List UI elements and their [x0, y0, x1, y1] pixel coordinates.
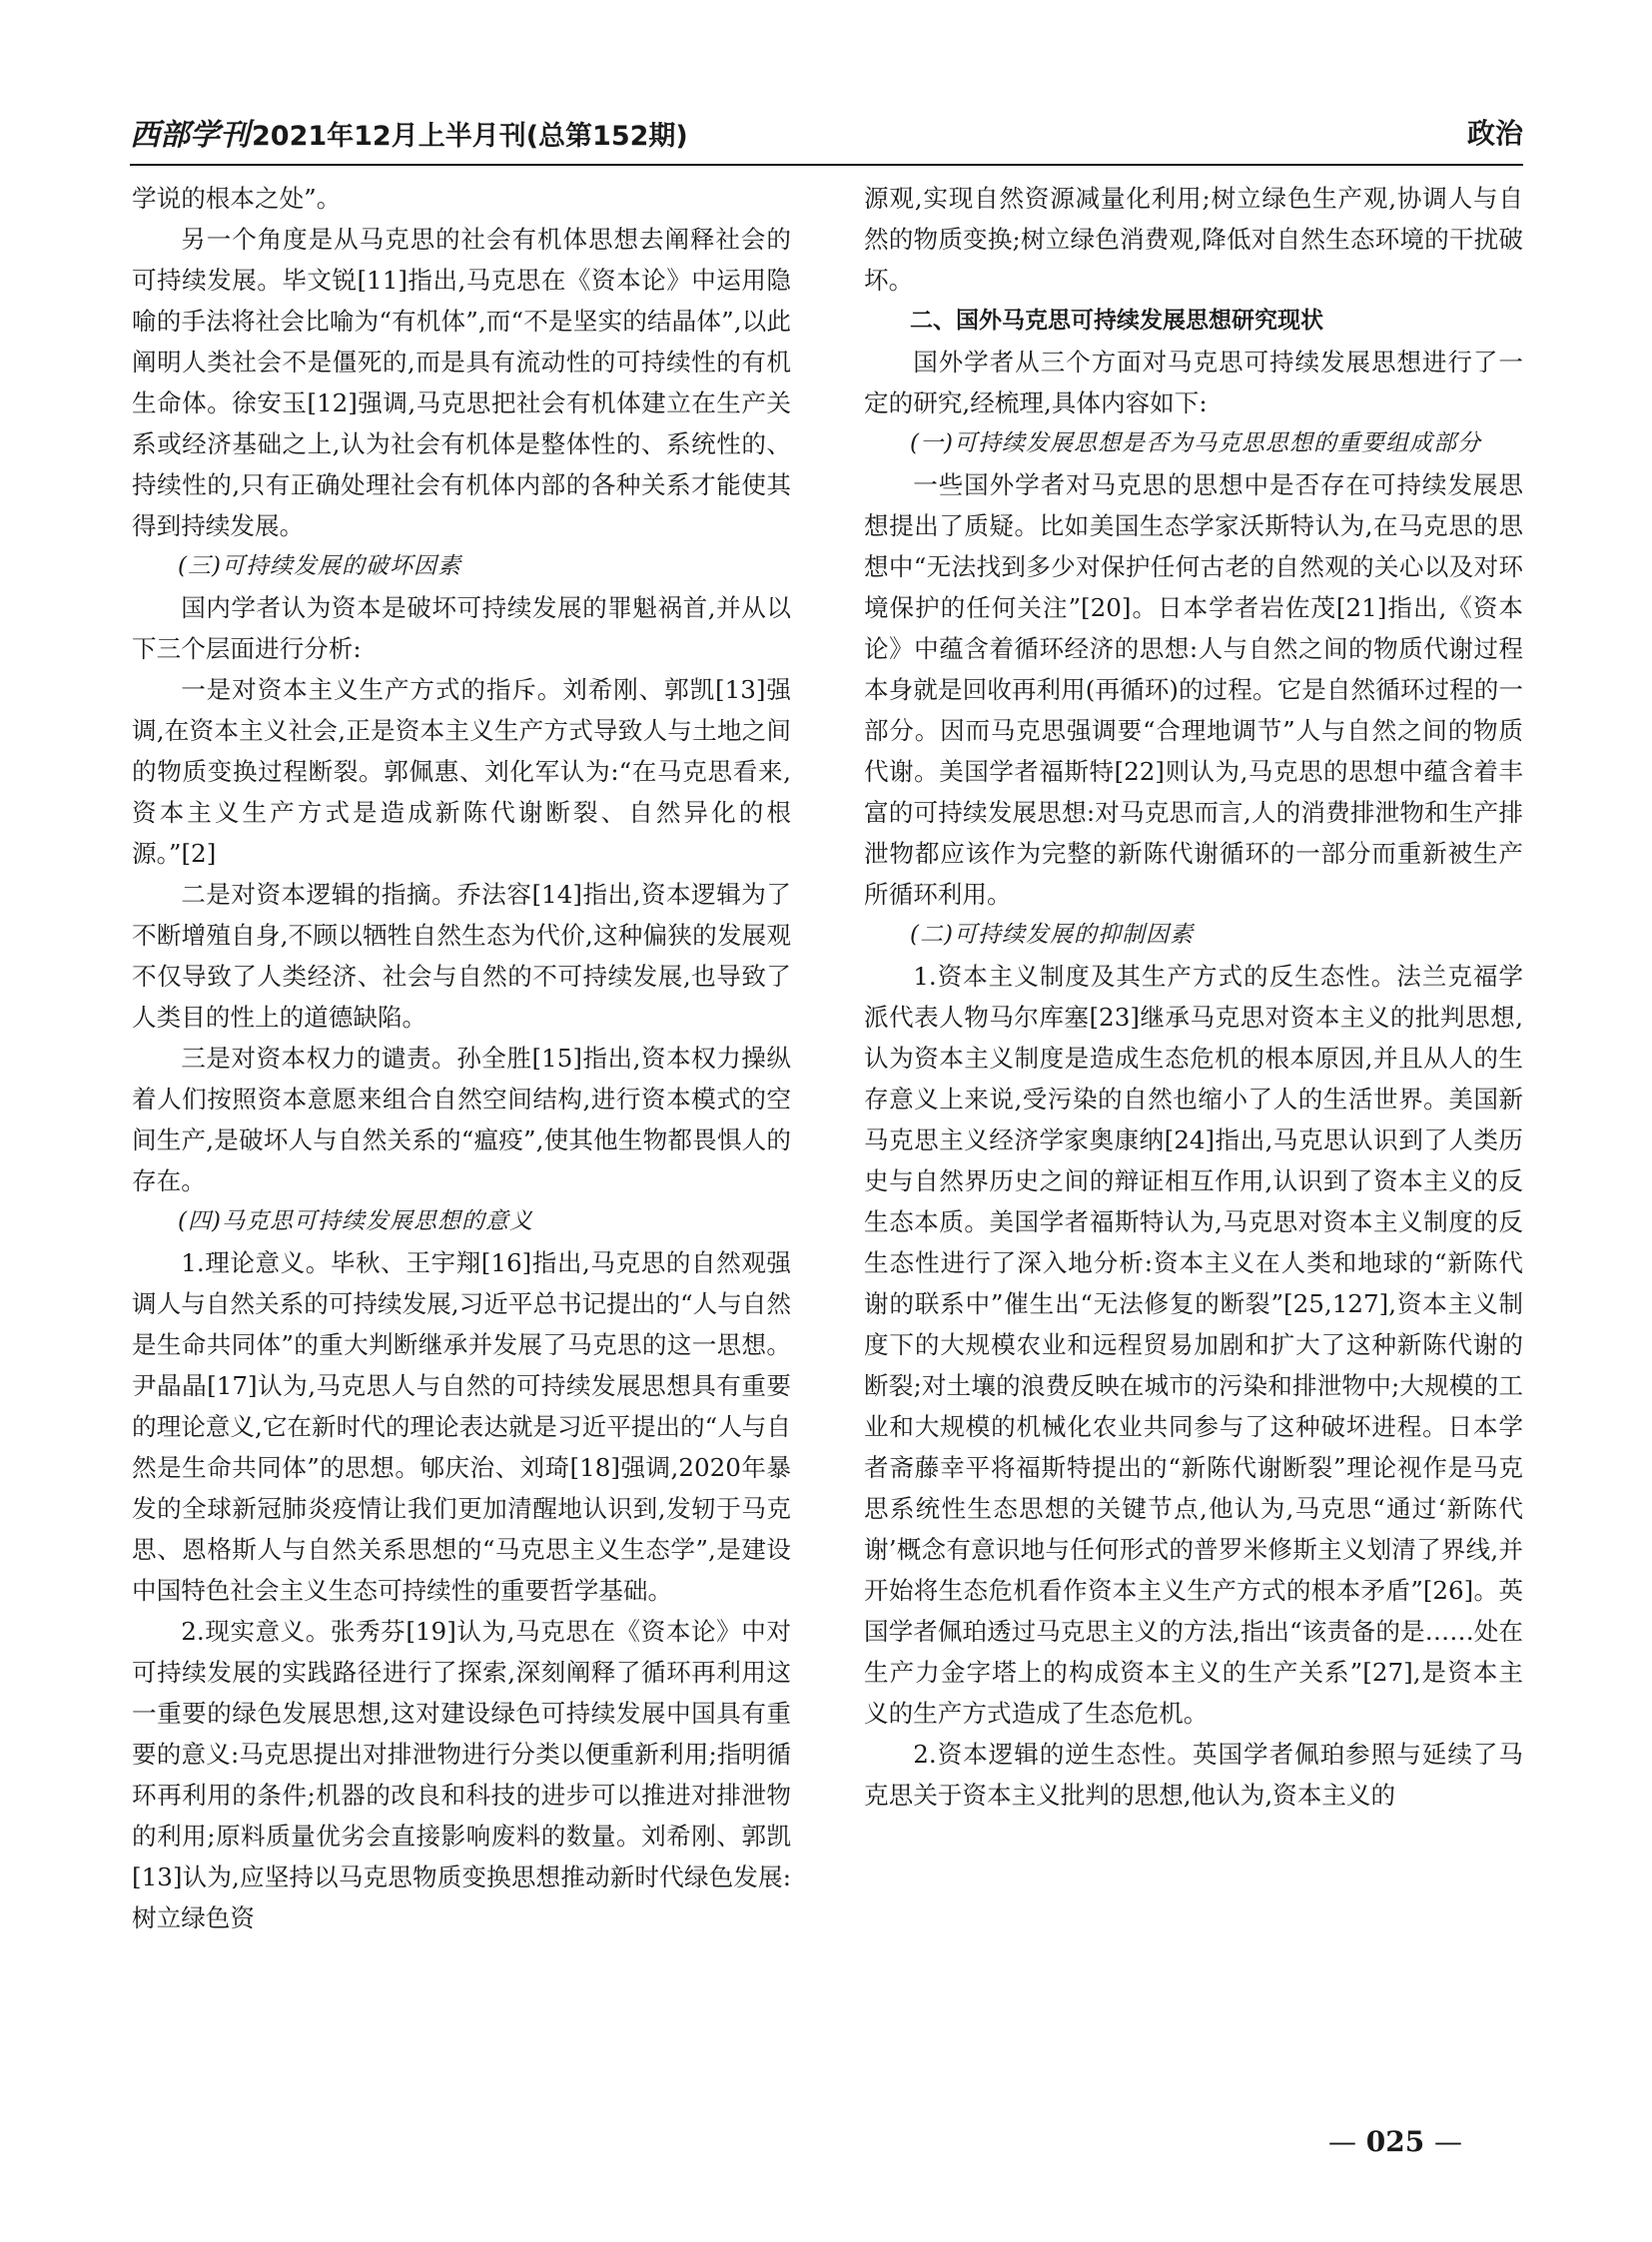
section-heading: (一)可持续发展思想是否为马克思思想的重要组成部分 — [910, 430, 1481, 456]
left-column — [132, 178, 791, 2125]
section-heading: 二、国外马克思可持续发展思想研究现状 — [910, 308, 1323, 334]
paragraph: 三是对资本权力的谴责。孙全胜[15]指出,资本权力操纵着人们按照资本意愿来组合自然空间结构,进行资本模式的空间生产,是破坏人与自然关系的“瘟疫”,使其他生物都畏惧人的存在。 — [132, 1044, 791, 1195]
running-header — [130, 110, 1523, 158]
header-rule — [130, 164, 1523, 166]
paragraph: 二是对资本逻辑的指摘。乔法容[14]指出,资本逻辑为了不断增殖自身,不顾以牺牲自然生态为代价,这种偏狭的发展观不仅导致了人类经济、社会与自然的不可持续发展,也导致了人类目的性上的道德缺陷。 — [132, 880, 791, 1032]
section-heading: (四)马克思可持续发展思想的意义 — [178, 1208, 533, 1234]
paragraph: 1.资本主义制度及其生产方式的反生态性。法兰克福学派代表人物马尔库塞[23]继承马克思对资本主义的批判思想,认为资本主义制度是造成生态危机的根本原因,并且从人的生存意义上来说,受污染的自然也缩小了人的生活世界。美国新马克思主义经济学家奥康纳[24]指出,马克思认识到了人类历史与自然界历史之间的辩证相互作用,认识到了资本主义的反生态本质。美国学者福斯特认为,马克思对资本主义制度的反生态性进行了深入地分析:资本主义在人类和地球的“新陈代谢的联系中”催生出“无法修复的断裂”[25,127],资本主义制度下的大规模农业和远程贸易加剧和扩大了这种新陈代谢的断裂;对土壤的浪费反映在城市的污染和排泄物中;大规模的工业和大规模的机械化农业共同参与了这种破坏进程。日本学者斋藤幸平将福斯特提出的“新陈代谢断裂”理论视作是马克思系统性生态思想的关键节点,他认为,马克思“通过‘新陈代谢’概念有意识地与任何形式的普罗米修斯主义划清了界线,并开始将生态危机看作资本主义生产方式的根本矛盾”[26]。英国学者佩珀透过马克思主义的方法,指出“该责备的是……处在生产力金字塔上的构成资本主义的生产关系”[27],是资本主义的生产方式造成了生态危机。 — [864, 962, 1523, 1728]
paragraph: 另一个角度是从马克思的社会有机体思想去阐释社会的可持续发展。毕文锐[11]指出,马克思在《资本论》中运用隐喻的手法将社会比喻为“有机体”,而“不是坚实的结晶体”,以此阐明人类社会不是僵死的,而是具有流动性的可持续性的有机生命体。徐安玉[12]强调,马克思把社会有机体建立在生产关系或经济基础之上,认为社会有机体是整体性的、系统性的、持续性的,只有正确处理社会有机体内部的各种关系才能使其得到持续发展。 — [132, 225, 791, 540]
section-heading: (二)可持续发展的抑制因素 — [910, 922, 1194, 948]
issue-label: 2021年12月上半月刊(总第152期) — [252, 121, 688, 152]
paragraph: 一是对资本主义生产方式的指斥。刘希刚、郭凯[13]强调,在资本主义社会,正是资本主义生产方式导致人与土地之间的物质变换过程断裂。郭佩惠、刘化军认为:“在马克思看来,资本主义生产方式是造成新陈代谢断裂、自然异化的根源。”[2] — [132, 675, 791, 868]
paragraph: 2.现实意义。张秀芬[19]认为,马克思在《资本论》中对可持续发展的实践路径进行了探索,深刻阐释了循环再利用这一重要的绿色发展思想,这对建设绿色可持续发展中国具有重要的意义:马克思提出对排泄物进行分类以便重新利用;指明循环再利用的条件;机器的改良和科技的进步可以推进对排泄物的利用;原料质量优劣会直接影响废料的数量。刘希刚、郭凯[13]认为,应坚持以马克思物质变换思想推动新时代绿色发展:树立绿色资 — [132, 1617, 791, 1932]
footer-dash-left: — — [1328, 2125, 1356, 2158]
paragraph: 学说的根本之处”。 — [132, 184, 342, 213]
section-label: 政治 — [1466, 117, 1523, 150]
right-column — [864, 178, 1523, 2125]
journal-logo: 西部学刊 — [130, 118, 250, 153]
paragraph: 2.资本逻辑的逆生态性。英国学者佩珀参照与延续了马克思关于资本主义批判的思想,他认为,资本主义的 — [864, 1740, 1523, 1810]
paragraph: 1.理论意义。毕秋、王宇翔[16]指出,马克思的自然观强调人与自然关系的可持续发展,习近平总书记提出的“人与自然是生命共同体”的重大判断继承并发展了马克思的这一思想。尹晶晶[17]认为,马克思人与自然的可持续发展思想具有重要的理论意义,它在新时代的理论表达就是习近平提出的“人与自然是生命共同体”的思想。郇庆治、刘琦[18]强调,2020年暴发的全球新冠肺炎疫情让我们更加清醒地认识到,发轫于马克思、恩格斯人与自然关系思想的“马克思主义生态学”,是建设中国特色社会主义生态可持续性的重要哲学基础。 — [132, 1248, 791, 1605]
paragraph: 国外学者从三个方面对马克思可持续发展思想进行了一定的研究,经梳理,具体内容如下: — [864, 348, 1523, 417]
footer-dash-right: — — [1433, 2125, 1462, 2158]
page-footer — [1328, 2125, 1523, 2165]
page-number: 025 — [1365, 2125, 1425, 2158]
journal-issue-line — [130, 110, 688, 154]
paragraph: 国内学者认为资本是破坏可持续发展的罪魁祸首,并从以下三个层面进行分析: — [132, 593, 791, 663]
paragraph: 源观,实现自然资源减量化利用;树立绿色生产观,协调人与自然的物质变换;树立绿色消费观,降低对自然生态环境的干扰破坏。 — [864, 184, 1523, 295]
paragraph: 一些国外学者对马克思的思想中是否存在可持续发展思想提出了质疑。比如美国生态学家沃斯特认为,在马克思的思想中“无法找到多少对保护任何古老的自然观的关心以及对环境保护的任何关注”[20]。日本学者岩佐茂[21]指出,《资本论》中蕴含着循环经济的思想:人与自然之间的物质代谢过程本身就是回收再利用(再循环)的过程。它是自然循环过程的一部分。因而马克思强调要“合理地调节”人与自然之间的物质代谢。美国学者福斯特[22]则认为,马克思的思想中蕴含着丰富的可持续发展思想:对马克思而言,人的消费排泄物和生产排泄物都应该作为完整的新陈代谢循环的一部分而重新被生产所循环利用。 — [864, 470, 1523, 909]
section-heading: (三)可持续发展的破坏因素 — [178, 553, 461, 579]
